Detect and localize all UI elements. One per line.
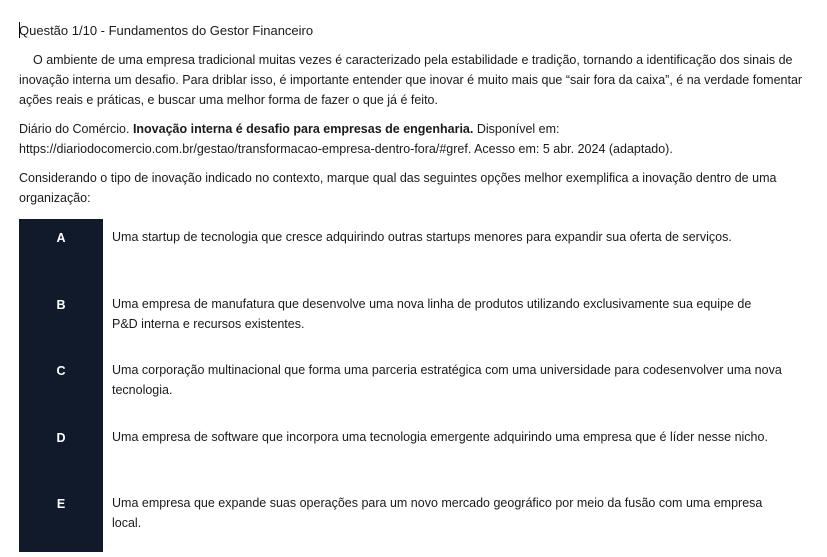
source-suffix: Disponível em: https://diariodocomercio.com.br/gestao/transformacao-empresa-dentro-fora/#gref. Acesso em: 5 abr. 2024 (adaptado).	[19, 122, 673, 156]
option-letter[interactable]: A	[19, 219, 103, 286]
option-text[interactable]: Uma empresa que expande suas operações para um novo mercado geográfico por meio da fusão com uma empresa local.	[112, 496, 763, 530]
question-source	[19, 119, 814, 159]
option-text[interactable]: Uma empresa de software que incorpora uma tecnologia emergente adquirindo uma empresa que é líder nesse nicho.	[112, 429, 768, 444]
option-text[interactable]: Uma startup de tecnologia que cresce adquirindo outras startups menores para expandir sua oferta de serviços.	[112, 230, 732, 244]
answer-options	[19, 219, 814, 552]
option-letter[interactable]: E	[19, 485, 103, 552]
option-text[interactable]: Uma empresa de manufatura que desenvolve uma nova linha de produtos utilizando exclusivamente sua equipe de P&D interna e recursos existentes.	[112, 296, 752, 331]
option-a[interactable]	[19, 219, 814, 286]
question-container	[19, 21, 814, 552]
question-title: Questão 1/10 - Fundamentos do Gestor Financeiro	[19, 23, 314, 38]
option-letter[interactable]: C	[19, 352, 103, 419]
source-article-title: Inovação interna é desafio para empresas de engenharia.	[132, 122, 474, 136]
option-text[interactable]: Uma corporação multinacional que forma uma parceria estratégica com uma universidade para codesenvolver uma nova tecnologia.	[112, 363, 782, 397]
question-context: O ambiente de uma empresa tradicional muitas vezes é caracterizado pela estabilidade e tradição, tornando a identificação dos sinais de inovação interna um desafio. Para driblar isso, é importante entender que inovar é muito mais que “sair fora da caixa”, é na verdade fomentar ações reais e práticas, e buscar uma melhor forma de fazer o que já é feito.	[19, 53, 803, 107]
option-d[interactable]	[19, 419, 814, 486]
question-prompt: Considerando o tipo de inovação indicado no contexto, marque qual das seguintes opções melhor exemplifica a inovação dentro de uma organização:	[19, 171, 777, 205]
option-b[interactable]	[19, 286, 814, 353]
source-prefix: Diário do Comércio.	[19, 122, 133, 136]
option-letter[interactable]: D	[19, 419, 103, 486]
question-title-row	[19, 21, 814, 41]
option-c[interactable]	[19, 352, 814, 419]
option-e[interactable]	[19, 485, 814, 552]
option-letter[interactable]: B	[19, 286, 103, 353]
